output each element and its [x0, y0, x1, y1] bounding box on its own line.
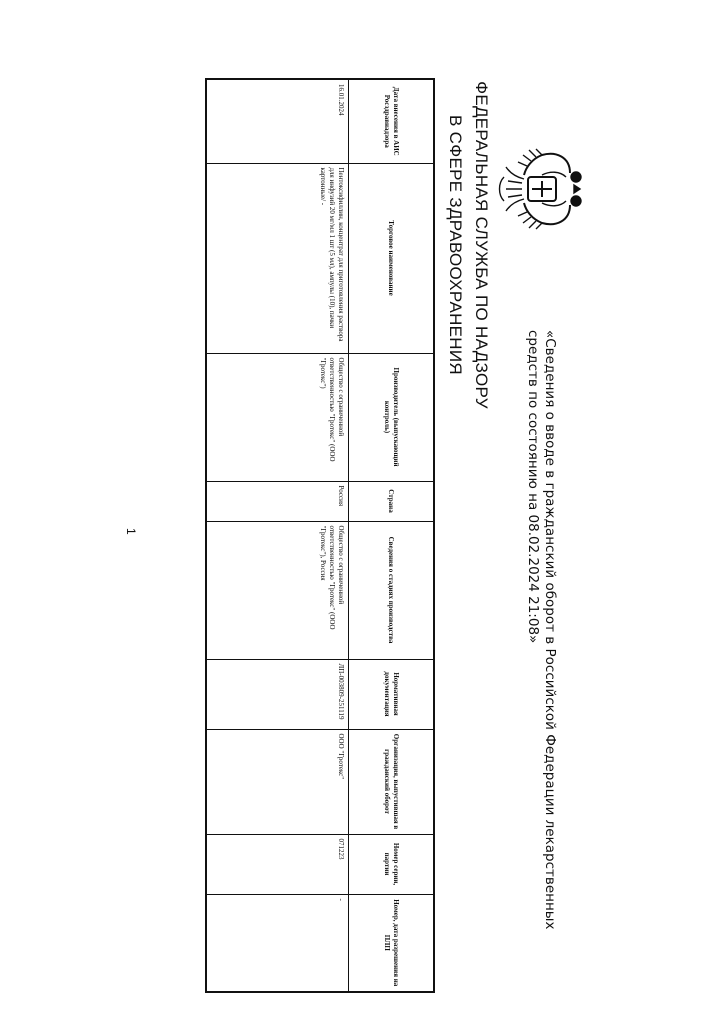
document-title: «Сведения о вводе в гражданский оборот в Российской Федерации лекарственных средств по состоянию на 08.02.2024 21:08»: [525, 330, 558, 930]
column-header: Сведения о стадиях производства: [349, 521, 435, 659]
page-number: 1: [124, 528, 138, 535]
cell-country: Россия: [206, 481, 349, 521]
table-header-row: [349, 79, 435, 992]
column-header: Номер серии, партии: [349, 834, 435, 894]
cell-manufacturer: Общество с ограниченной ответственностью "Гротекс" (ООО "Гротекс"): [206, 353, 349, 481]
column-header: Нормативная документация: [349, 659, 435, 729]
agency-name-line1: ФЕДЕРАЛЬНАЯ СЛУЖБА ПО НАДЗОРУ: [472, 81, 491, 409]
cell-releasing-organization: ООО "Гротекс": [206, 729, 349, 834]
cell-production-stages: Общество с ограниченной ответственностью "Гротекс" (ООО "Гротекс"), Россия: [206, 521, 349, 659]
double-headed-eagle-emblem: [496, 147, 586, 231]
cell-regulatory-document: ЛП-003809-251119: [206, 659, 349, 729]
cell-batch-number: 071223: [206, 834, 349, 894]
agency-name-line2: В СФЕРЕ ЗДРАВООХРАНЕНИЯ: [446, 115, 465, 375]
agency-name: [442, 55, 494, 435]
column-header: Производитель (выпускающий контроль): [349, 353, 435, 481]
column-header: Дата внесения в АИС Росздравнадзора: [349, 79, 435, 163]
cell-permit-number: -: [206, 894, 349, 992]
table-row: [206, 79, 349, 992]
column-header: Страна: [349, 481, 435, 521]
medicines-table: [205, 78, 435, 993]
cell-entry-date: 16.01.2024: [206, 79, 349, 163]
column-header: Организация, выпустившая в гражданский оборот: [349, 729, 435, 834]
column-header: Номер, дата разрешения на ПЛП: [349, 894, 435, 992]
cell-trade-name: Пентоксифиллин, концентрат для приготовления раствора для инфузий 20 мг/мл 1 шт (5 мл), ампулы (10), пачки картонные/ -: [206, 163, 349, 353]
column-header: Торговое наименование: [349, 163, 435, 353]
